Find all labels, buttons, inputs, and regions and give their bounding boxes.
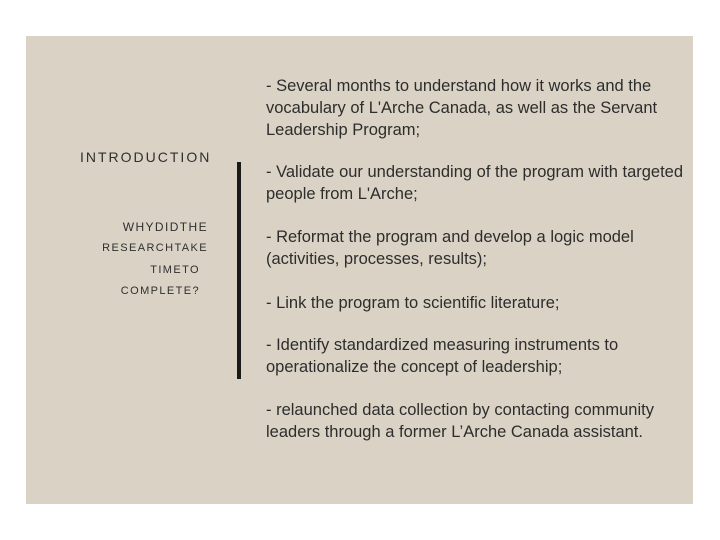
question-line-1: WHYDIDTHE bbox=[122, 220, 208, 234]
bullet-item-literature: - Link the program to scientific literature; bbox=[266, 294, 560, 312]
vertical-divider bbox=[237, 162, 241, 379]
bullet-item-instruments: - Identify standardized measuring instruments to operationalize the concept of leadership; bbox=[266, 336, 619, 376]
bullet-item-data-collection: - relaunched data collection by contacting community leaders through a former L’Arche Canada assistant. bbox=[266, 401, 654, 441]
question-line-4: COMPLETE? bbox=[120, 285, 200, 297]
bullet-item-logic-model: - Reformat the program and develop a logic model (activities, processes, results); bbox=[266, 228, 634, 268]
question-line-2: RESEARCHTAKE bbox=[102, 242, 208, 254]
bullet-item-validate: - Validate our understanding of the program with targeted people from L'Arche; bbox=[266, 163, 684, 203]
question-line-3: TIMETO bbox=[150, 264, 200, 276]
section-heading: INTRODUCTION bbox=[80, 149, 212, 165]
bullet-item-understand-program: - Several months to understand how it works and the vocabulary of L'Arche Canada, as well as the Servant Leadership Program; bbox=[266, 77, 658, 139]
